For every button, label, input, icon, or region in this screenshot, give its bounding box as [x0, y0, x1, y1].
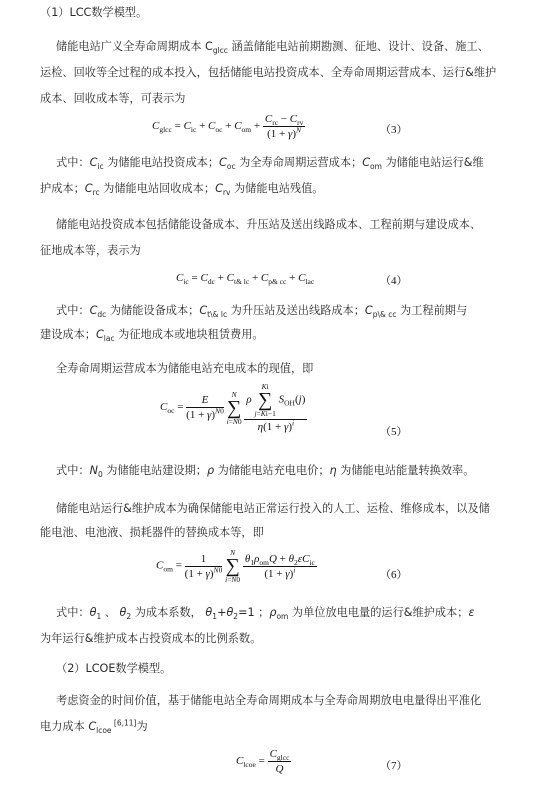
where-6-line-1: 式中：$\theta_1$ 、 $\theta_2$ 为成本系数， $\theta_1+\theta_2=1$ ；$\rho_{om}$ 为单位放电电量的运行&维护成本；ε [56, 606, 475, 622]
where-4-line-1: 式中：$C_{dc}$ 为储能设备成本；$C_{t\backslash\& lc}$ 为升压站及送出线路成本；$C_{p\backslash\& cc}$ 为工程前期与 [56, 304, 468, 320]
equation-4-number: （4） [380, 275, 408, 287]
equation-4: $C_{ic} = C_{dc} + C_{t\& lc} + C_{p\& cc} + C_{lac}$ [176, 272, 315, 287]
paragraph-5-line-1: 考虑资金的时间价值，基于储能电站全寿命周期成本与全寿命周期放电电量得出平准化 [56, 694, 482, 707]
paragraph-3: 全寿命周期运营成本为储能电站充电成本的现值，即 [56, 362, 314, 375]
equation-5-number: （5） [380, 426, 408, 438]
equation-6-number: （6） [380, 569, 408, 581]
paragraph-4-line-2: 能电池、电池液、损耗器件的替换成本等，即 [40, 526, 264, 539]
equation-5: $C_{oc}$ = $\frac{E}{(1 + \gamma)^{N0}}$ N ∑ i=N0 ρ Ki ∑ j=Ki−1 $S_{OH}(j)$ $\eta(1 + \gamma)^i$ [160, 382, 306, 433]
where-5: 式中：$N_0$ 为储能电站建设期；ρ 为储能电站充电电价；η 为储能电站能量转换效率。 [56, 464, 475, 480]
where-3-line-1: 式中：$C_{ic}$ 为储能电站投资成本；$C_{oc}$ 为全寿命周期运营成本；$C_{om}$ 为储能电站运行&维 [56, 156, 484, 172]
paragraph-4-line-1: 储能电站运行&维护成本为确保储能电站正常运行投入的人工、运检、维修成本，以及储 [56, 502, 490, 515]
paragraph-2-line-2: 征地成本等，表示为 [40, 244, 141, 257]
paragraph-1-line-1: 储能电站广义全寿命周期成本 $C_{glcc}$ 涵盖储能电站前期勘测、征地、设计、设备、施工、 [56, 40, 489, 56]
paragraph-5-line-2: 电力成本 $C_{lcoe}$ [6,11]为 [40, 718, 148, 736]
paragraph-2-line-1: 储能电站投资成本包括储能设备成本、升压站及送出线路成本、工程前期与建设成本、 [56, 218, 482, 231]
heading-lcoe-model: （2）LCOE数学模型。 [56, 662, 172, 675]
where-3-line-2: 护成本；$C_{rc}$ 为储能电站回收成本；$C_{rv}$ 为储能电站残值。 [40, 182, 324, 198]
equation-7-number: （7） [380, 760, 408, 772]
heading-lcc-model: （1）LCC数学模型。 [40, 6, 148, 19]
equation-7: $C_{lcoe}$ = $\frac{C_{glcc}}{Q}$ [236, 748, 290, 775]
equation-3-number: （3） [380, 124, 408, 136]
equation-6: $C_{om}$ = $\frac{1}{(1 + \gamma)^{N0}}$ N ∑ i=N0 $\frac{\theta_1\rho_{om}Q + \theta_2\varepsilon C_{ic}}{(1 + \gamma)^i}$ [156, 548, 315, 584]
paragraph-1-line-2: 运检、回收等全过程的成本投入，包括储能电站投资成本、全寿命周期运营成本、运行&维护 [40, 66, 497, 79]
paragraph-1-line-3: 成本、回收成本等，可表示为 [40, 92, 186, 105]
where-4-line-2: 建设成本；$C_{lac}$ 为征地成本或地块租赁费用。 [40, 328, 264, 344]
where-6-line-2: 为年运行&维护成本占投资成本的比例系数。 [40, 632, 262, 645]
equation-3: $C_{glcc} = C_{ic} + C_{oc} + C_{om}$ + $\frac{C_{rc} - C_{rv}}{(1 + \gamma)^N}$ [152, 113, 304, 140]
